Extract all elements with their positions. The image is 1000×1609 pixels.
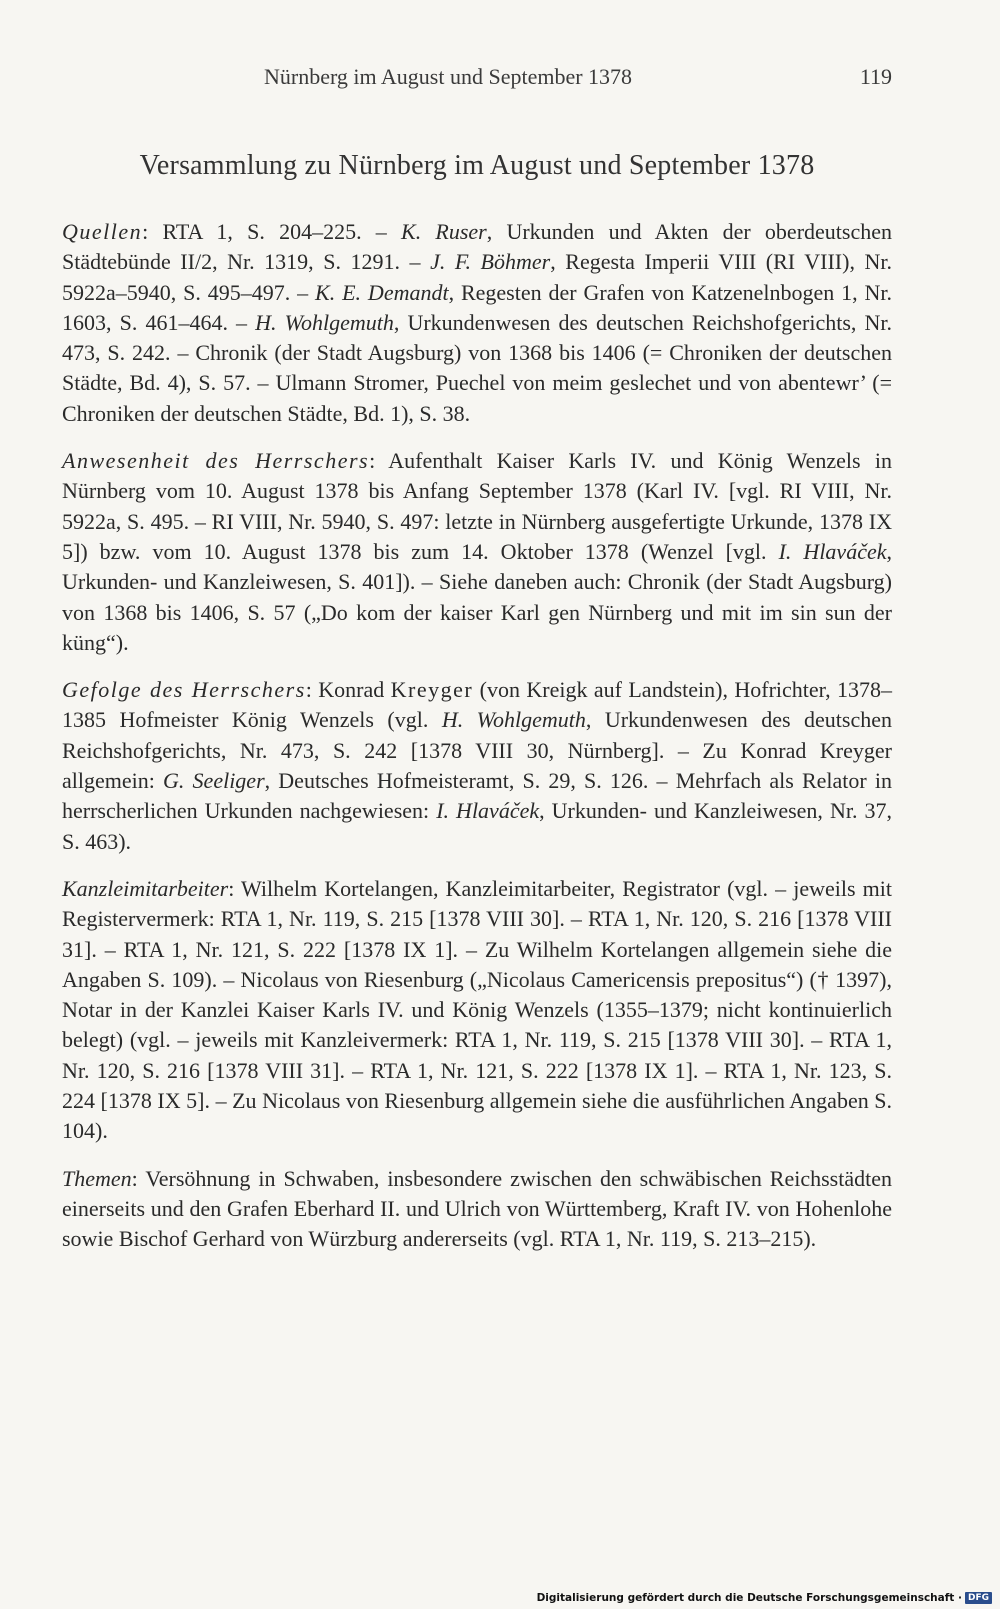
text: , Urkunden und Akten der oberdeutschen Städtebünde II/2, Nr. 1319, S. 1291. – [62, 219, 892, 275]
running-title: Nürnberg im August und September 1378 [264, 64, 633, 89]
page-body [62, 217, 892, 1272]
text: : Wilhelm Kortelangen, Kanzleimitarbeiter, Registrator (vgl. – jeweils mit Registervermerk: RTA 1, Nr. 119, S. 215 [1378 VIII 30]. – RTA 1, Nr. 120, S. 216 [1378 VIII 31]. – RTA 1, Nr. 121, S. 222 [1378 IX 1]. – Zu Wilhelm Kortelangen allgemein siehe die Angaben S. 109). – Nicolaus von Riesenburg („Nicolaus Camericensis prepositus“) († 1397), Notar in der Kanzlei Kaiser Karls IV. und König Wenzels (1355–1379; nicht kontinuierlich belegt) (vgl. – jeweils mit Kanzleivermerk: RTA 1, Nr. 119, S. 215 [1378 VIII 30]. – RTA 1, Nr. 120, S. 216 [1378 VIII 31]. – RTA 1, Nr. 121, S. 222 [1378 IX 1]. – RTA 1, Nr. 123, S. 224 [1378 IX 5]. – Zu Nicolaus von Riesenburg allgemein siehe die ausführlichen Angaben S. 104). [62, 875, 892, 1144]
author-ref: K. Ruser [401, 219, 487, 244]
author-ref: H. Wohlgemuth [441, 707, 586, 733]
text: , Urkundenwesen des deutschen Reichshofgerichts, Nr. 473, S. 242. – Chronik (der Stadt Augsburg) von 1368 bis 1406 (= Chroniken der deutschen Städte, Bd. 4), S. 57. – Ulmann Stromer, Puechel von meim geslechet und von abentewr’ (= Chroniken der deutschen Städte, Bd. 1), S. 38. [62, 309, 892, 426]
text: : RTA 1, S. 204–225. – [142, 219, 402, 244]
author-ref: I. Hlaváček [778, 538, 887, 564]
label-gefolge: Gefolge des Herrschers [62, 677, 306, 703]
text: : Versöhnung in Schwaben, insbesondere zwischen den schwäbischen Reichsstädten einerseits und den Grafen Eberhard II. und Ulrich von Württemberg, Kraft IV. von Hohenlohe sowie Bischof Gerhard von Würzburg andererseits (vgl. RTA 1, Nr. 119, S. 213–215). [62, 1165, 892, 1252]
paragraph-kanzlei [62, 874, 892, 1147]
paragraph-gefolge [62, 675, 892, 857]
paragraph-anwesenheit [62, 446, 892, 658]
author-ref: K. E. Demandt [315, 279, 449, 305]
label-quellen: Quellen [62, 219, 143, 244]
text: : Konrad [305, 677, 391, 703]
paragraph-themen [62, 1164, 892, 1255]
author-ref: I. Hlaváček [436, 798, 540, 824]
label-anwesenheit: Anwesenheit des Herrschers [62, 448, 370, 474]
section-title: Versammlung zu Nürnberg im August und September 1378 [139, 150, 815, 181]
label-themen: Themen [62, 1165, 132, 1191]
dfg-logo: DFG [965, 1592, 992, 1604]
paragraph-quellen [62, 217, 892, 429]
text: , Urkunden- und Kanzleiwesen, Nr. 37, S. 463). [62, 798, 892, 854]
text: , Regesta Imperii VIII (RI VIII), Nr. 5922a–5940, S. 495–497. – [62, 249, 892, 305]
footer-text: Digitalisierung gefördert durch die Deutsche Forschungsgemeinschaft · [536, 1592, 962, 1604]
text: , Deutsches Hofmeisteramt, S. 29, S. 126. – Mehrfach als Relator in herrscherlichen Urkunden nachgewiesen: [62, 768, 892, 824]
text: , Urkunden- und Kanzleiwesen, S. 401]). – Siehe daneben auch: Chronik (der Stadt Augsburg) von 1368 bis 1406, S. 57 („Do kom der kaiser Karl gen Nürnberg und mit im sin sun der küng“). [62, 538, 892, 655]
page-number: 119 [859, 64, 892, 89]
text: , Urkundenwesen des deutschen Reichshofgerichts, Nr. 473, S. 242 [1378 VIII 30, Nürnberg]. – Zu Konrad Kreyger allgemein: [62, 707, 893, 794]
label-kanzlei: Kanzleimitarbeiter [62, 875, 229, 901]
text: (von Kreigk auf Landstein), Hofrichter, 1378–1385 Hofmeister König Wenzels (vgl. [62, 677, 892, 733]
author-ref: G. Seeliger [163, 768, 265, 794]
author-ref: H. Wohlgemuth [255, 309, 394, 335]
person-name: Kreyger [390, 677, 474, 703]
author-ref: J. F. Böhmer [430, 249, 551, 275]
funding-footer [537, 1592, 992, 1604]
text: : Aufenthalt Kaiser Karls IV. und König Wenzels in Nürnberg vom 10. August 1378 bis Anfang September 1378 (Karl IV. [vgl. RI VIII, Nr. 5922a, S. 495. – RI VIII, Nr. 5940, S. 497: letzte in Nürnberg ausgefertigte Urkunde, 1378 IX 5]) bzw. vom 10. August 1378 bis zum 14. Oktober 1378 (Wenzel [vgl. [62, 448, 892, 564]
text: , Regesten der Grafen von Katzenelnbogen 1, Nr. 1603, S. 461–464. – [62, 279, 893, 335]
